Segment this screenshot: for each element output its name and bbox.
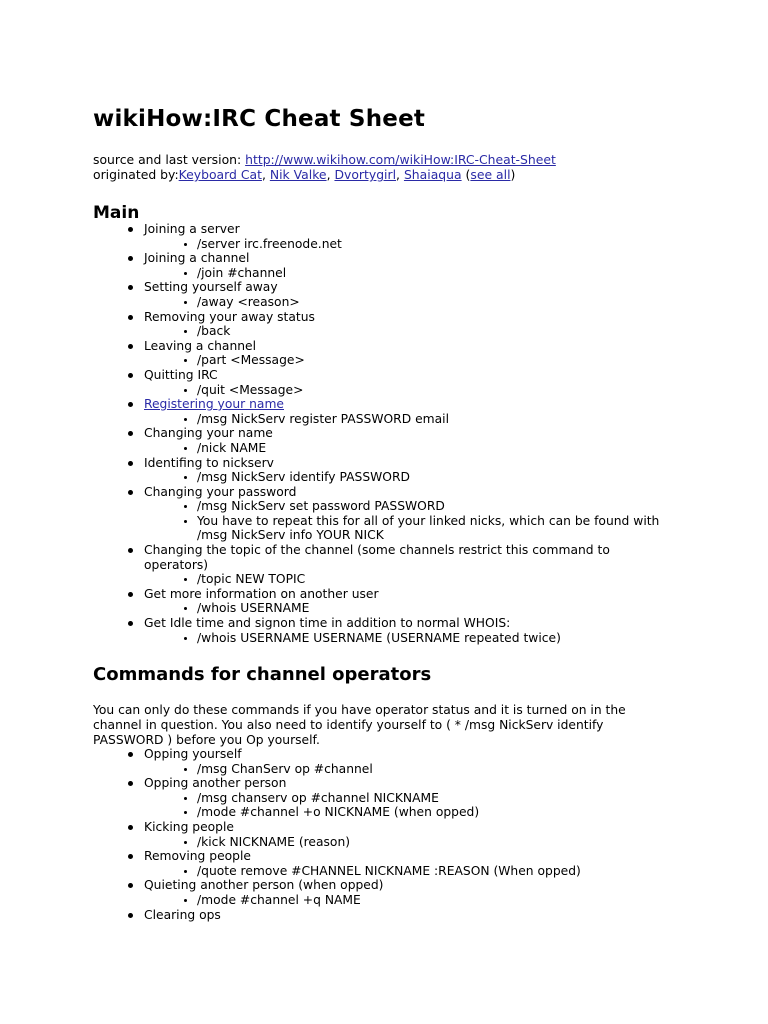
command-sublist [144,470,673,485]
source-link[interactable]: http://www.wikihow.com/wikiHow:IRC-Cheat-Sheet [245,152,556,167]
list-item [93,339,673,368]
bullet-icon [128,621,133,626]
bullet-icon [128,344,133,349]
command-text: /msg NickServ set password PASSWORD [197,499,445,514]
source-meta [93,152,556,182]
list-item [93,776,673,820]
bullet-icon [128,854,133,859]
main-heading: Main [93,203,140,223]
author-link[interactable]: Dvortygirl [334,167,397,182]
bullet-icon [128,431,133,436]
command-item [144,470,673,485]
list-item [93,908,673,923]
command-text: /mode #channel +q NAME [197,892,361,907]
item-label: Get Idle time and signon time in addition to normal WHOIS: [144,616,511,631]
command-item [144,893,673,908]
author-link[interactable]: Shaiaqua [403,167,462,182]
item-label: Changing your name [144,426,273,441]
bullet-icon [128,490,133,495]
sub-bullet-icon [184,841,187,844]
list-item [93,426,673,455]
item-label: Joining a server [144,222,240,236]
item-label: Changing the topic of the channel (some channels restrict this command to operators) [144,543,610,572]
command-item [144,791,673,806]
item-label: Removing your away status [144,309,315,324]
command-sublist [144,864,673,879]
list-item [93,747,673,776]
command-item [144,237,673,252]
command-text: /back [197,324,231,339]
item-label: Joining a channel [144,251,250,266]
sub-bullet-icon [184,359,187,362]
sub-bullet-icon [184,797,187,800]
main-command-list [93,222,673,645]
sub-bullet-icon [184,330,187,333]
command-text: /whois USERNAME USERNAME (USERNAME repeated twice) [197,630,561,645]
list-item [93,368,673,397]
command-item [144,762,673,777]
item-label: Quitting IRC [144,367,218,382]
command-item [144,324,673,339]
list-item [93,485,673,543]
command-sublist [144,383,673,398]
item-label: Changing your password [144,484,297,499]
command-sublist [144,324,673,339]
command-text: /join #channel [197,265,287,280]
sub-bullet-icon [184,243,187,246]
page-title: wikiHow:IRC Cheat Sheet [93,106,426,132]
list-item [93,222,673,251]
command-item [144,295,673,310]
bullet-icon [128,883,133,888]
command-sublist [144,762,673,777]
command-sublist [144,893,673,908]
sub-bullet-icon [184,476,187,479]
bullet-icon [128,913,133,918]
item-label: Removing people [144,849,251,864]
item-label: Get more information on another user [144,586,379,601]
sub-bullet-icon [184,578,187,581]
sub-bullet-icon [184,418,187,421]
command-text: /server irc.freenode.net [197,236,342,251]
bullet-icon [128,752,133,757]
command-text: /msg NickServ register PASSWORD email [197,411,450,426]
item-label: Opping another person [144,776,287,791]
originated-label: originated by: [93,167,179,182]
command-text: /kick NICKNAME (reason) [197,834,351,849]
item-label: Leaving a channel [144,338,257,353]
command-item [144,383,673,398]
command-sublist [144,631,673,646]
operators-intro: You can only do these commands if you have operator status and it is turned on in the channel in question. You also need to identify yourself to ( * /msg NickServ identify PASSWORD ) before you Op yourself. [93,703,626,747]
bullet-icon [128,402,133,407]
list-item [93,878,673,907]
author-link[interactable]: Keyboard Cat [178,167,262,182]
command-text: /away <reason> [197,294,300,309]
sub-bullet-icon [184,272,187,275]
item-label: Kicking people [144,819,234,834]
sub-bullet-icon [184,520,187,523]
command-item [144,353,673,368]
item-label: Clearing ops [144,907,221,922]
command-text: /quit <Message> [197,382,304,397]
sub-bullet-icon [184,768,187,771]
command-text: /msg ChanServ op #channel [197,761,373,776]
list-item [93,251,673,280]
command-sublist [144,412,673,427]
command-text: /quote remove #CHANNEL NICKNAME :REASON (When opped) [197,863,581,878]
item-label: Quieting another person (when opped) [144,878,384,893]
sub-bullet-icon [184,811,187,814]
command-sublist [144,353,673,368]
command-text: /whois USERNAME [197,601,310,616]
originated-line: originated by:Keyboard Cat, Nik Valke, Dvortygirl, Shaiaqua (see all) [93,167,516,182]
command-item [144,864,673,879]
command-item [144,835,673,850]
command-sublist [144,835,673,850]
bullet-icon [128,315,133,320]
list-item [93,310,673,339]
command-item [144,572,673,587]
bullet-icon [128,285,133,290]
command-sublist [144,499,673,543]
list-item [93,849,673,878]
sub-bullet-icon [184,389,187,392]
sub-bullet-icon [184,870,187,873]
bullet-icon [128,781,133,786]
bullet-icon [128,548,133,553]
sub-bullet-icon [184,505,187,508]
command-item [144,499,673,514]
operators-command-list [93,747,673,922]
sub-bullet-icon [184,447,187,450]
sub-bullet-icon [184,637,187,640]
list-item [93,587,673,616]
command-item [144,805,673,820]
see-all-link[interactable]: see all [470,167,511,182]
list-item [93,543,673,587]
command-item [144,266,673,281]
list-item [93,820,673,849]
sub-bullet-icon [184,899,187,902]
bullet-icon [128,825,133,830]
command-text: /part <Message> [197,353,305,368]
sub-bullet-icon [184,301,187,304]
command-item [144,514,673,543]
list-item [93,397,673,426]
bullet-icon [128,227,133,232]
source-line [93,152,556,167]
item-label: Opping yourself [144,747,242,761]
item-label: Setting yourself away [144,280,278,295]
bullet-icon [128,373,133,378]
command-text: /msg chanserv op #channel NICKNAME [197,790,439,805]
author-link[interactable]: Nik Valke [269,167,327,182]
sub-bullet-icon [184,607,187,610]
item-label: Identifing to nickserv [144,455,274,470]
source-label: source and last version: [93,152,246,167]
list-item [93,616,673,645]
command-item [144,601,673,616]
command-item [144,412,673,427]
bullet-icon [128,592,133,597]
command-text: /topic NEW TOPIC [197,572,306,587]
command-item [144,441,673,456]
bullet-icon [128,461,133,466]
command-text: /mode #channel +o NICKNAME (when opped) [197,805,480,820]
command-text: /msg NickServ identify PASSWORD [197,470,410,485]
command-sublist [144,266,673,281]
list-item [93,456,673,485]
list-item [93,280,673,309]
command-text: /nick NAME [197,440,267,455]
command-sublist [144,791,673,820]
bullet-icon [128,256,133,261]
command-sublist [144,237,673,252]
command-sublist [144,295,673,310]
command-item [144,631,673,646]
command-sublist [144,601,673,616]
command-text: You have to repeat this for all of your linked nicks, which can be found with /msg NickServ info YOUR NICK [197,513,660,543]
command-sublist [144,441,673,456]
command-sublist [144,572,673,587]
operators-heading: Commands for channel operators [93,664,432,685]
item-link[interactable]: Registering your name [144,397,284,412]
